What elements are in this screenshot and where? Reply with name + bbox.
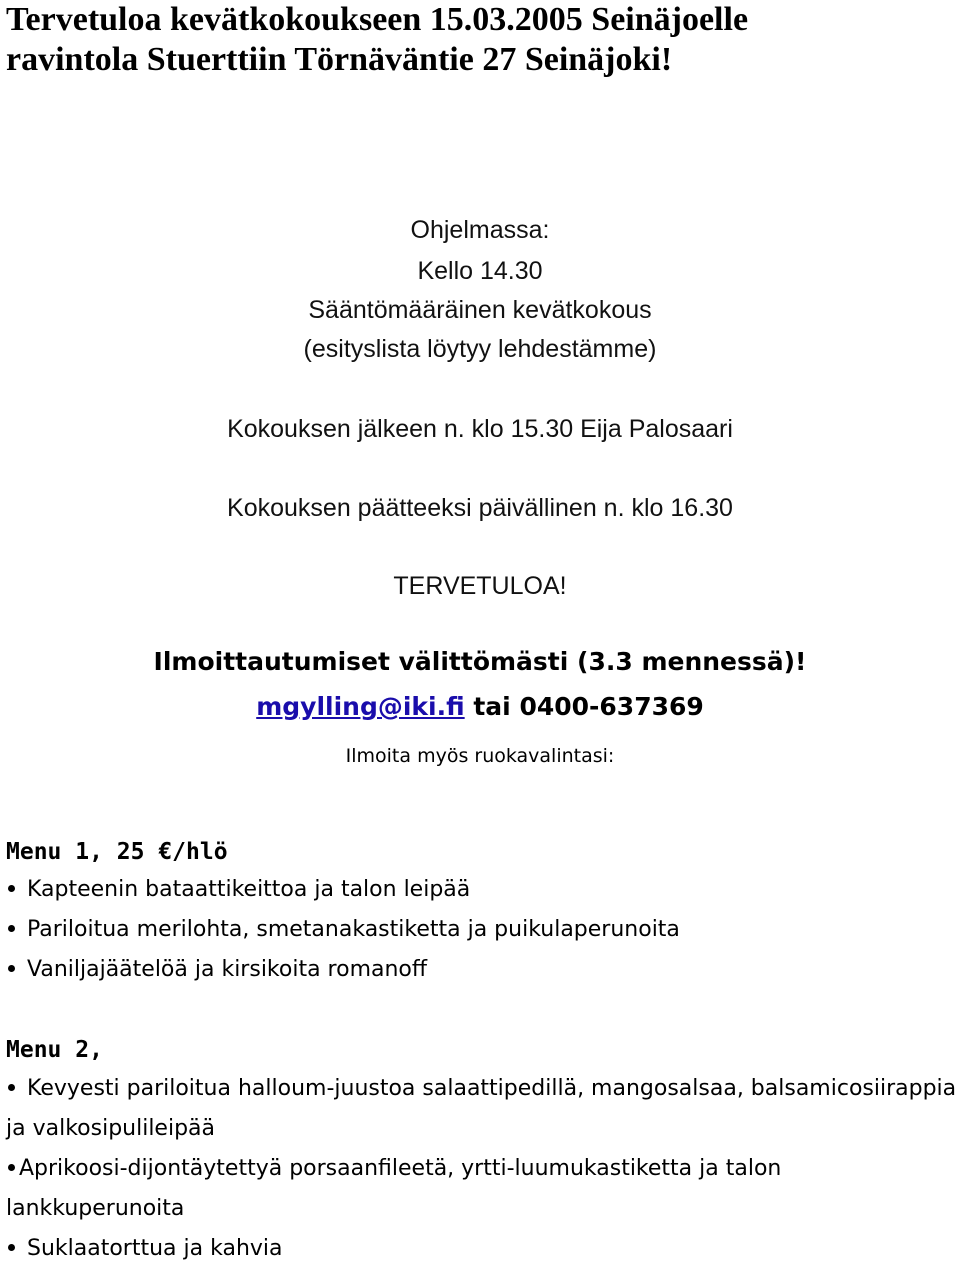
registration-deadline: Ilmoittautumiset välittömästi (3.3 mennessä)! xyxy=(153,647,807,676)
bullet-icon xyxy=(8,1084,15,1091)
program-agenda-note: (esityslista löytyy lehdestämme) xyxy=(303,335,657,363)
title-line-1: Tervetuloa kevätkokoukseen 15.03.2005 Seinäjoelle xyxy=(6,1,749,38)
bullet-icon xyxy=(8,1244,15,1251)
program-after-meeting: Kokouksen jälkeen n. klo 15.30 Eija Palosaari xyxy=(227,415,733,443)
registration-contact xyxy=(0,691,960,723)
program-time: Kello 14.30 xyxy=(417,257,543,285)
title-line-2: ravintola Stuerttiin Törnäväntie 27 Seinäjoki! xyxy=(6,41,673,78)
welcome-text: TERVETULOA! xyxy=(393,572,567,600)
email-link[interactable]: mgylling@iki.fi xyxy=(256,692,465,721)
list-item: Kevyesti pariloitua halloum-juustoa salaattipedillä, mangosalsaa, balsamicosiirappia ja valkosipulileipää xyxy=(6,1076,957,1141)
bullet-icon xyxy=(8,885,15,892)
program-dinner: Kokouksen päätteeksi päivällinen n. klo 16.30 xyxy=(227,494,733,522)
program-meeting: Sääntömääräinen kevätkokous xyxy=(308,296,652,324)
program-heading: Ohjelmassa: xyxy=(410,216,550,244)
list-item: Aprikoosi-dijontäytettyä porsaanfileetä, yrtti-luumukastiketta ja talon lankkuperunoita xyxy=(6,1156,782,1221)
list-item: Vaniljajäätelöä ja kirsikoita romanoff xyxy=(6,950,958,990)
menu-2-list xyxy=(6,1069,958,1269)
bullet-icon xyxy=(8,965,15,972)
menu-1-heading: Menu 1, 25 €/hlö xyxy=(6,839,228,865)
bullet-icon xyxy=(8,1164,15,1171)
list-item: Pariloitua merilohta, smetanakastiketta ja puikulaperunoita xyxy=(6,910,958,950)
menu-1-list xyxy=(6,870,958,990)
food-choice-note: Ilmoita myös ruokavalintasi: xyxy=(345,745,615,767)
list-item: Suklaatorttua ja kahvia xyxy=(6,1229,958,1269)
page-title xyxy=(6,0,956,80)
list-item: Kapteenin bataattikeittoa ja talon leipää xyxy=(6,870,958,910)
menu-2-heading: Menu 2, xyxy=(6,1037,103,1063)
bullet-icon xyxy=(8,925,15,932)
phone-text: tai 0400-637369 xyxy=(464,692,704,721)
